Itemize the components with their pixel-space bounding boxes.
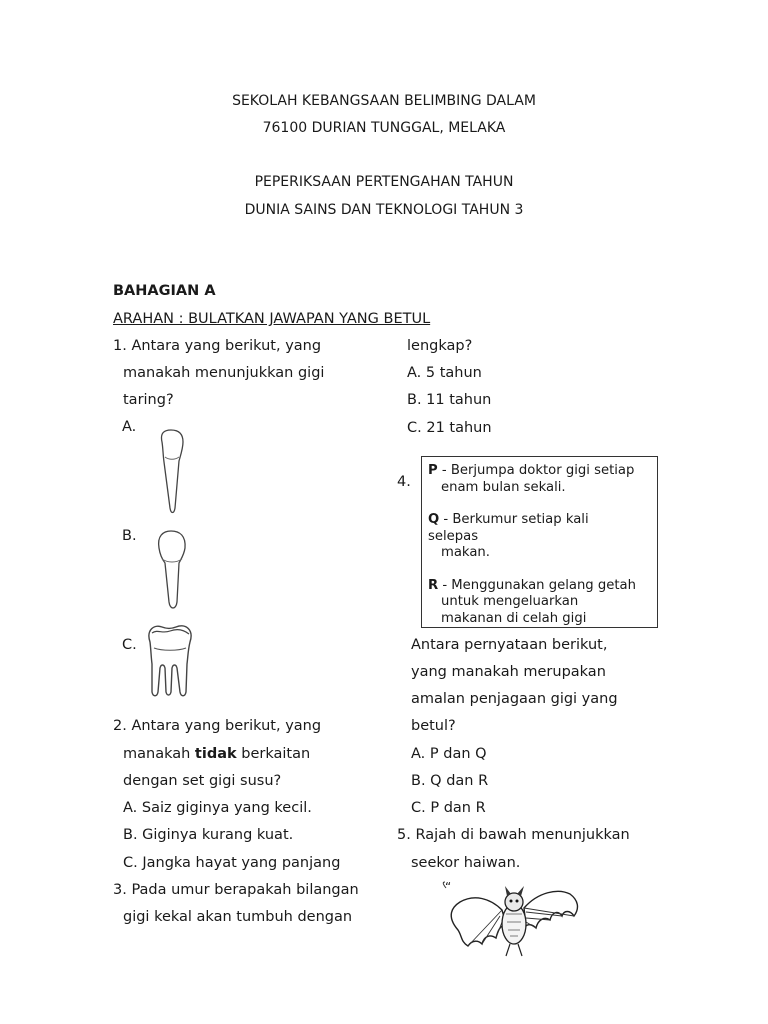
q2-line3: dengan set gigi susu? xyxy=(123,773,282,789)
q5-line2: seekor haiwan. xyxy=(411,855,521,871)
q1-option-b[interactable]: B. xyxy=(122,528,137,544)
bat-ear-marks: “ xyxy=(445,880,452,894)
q3-line2: gigi kekal akan tumbuh dengan xyxy=(123,909,353,925)
exam-title: PEPERIKSAAN PERTENGAHAN TAHUN xyxy=(254,174,514,190)
q2-line2-post: berkaitan xyxy=(236,746,311,762)
q2-line1: 2. Antara yang berikut, yang xyxy=(113,718,322,734)
q4-statement-box xyxy=(421,456,658,628)
section-instruction: ARAHAN : BULATKAN JAWAPAN YANG BETUL xyxy=(113,311,431,327)
q3-line3: lengkap? xyxy=(407,338,473,354)
q2-line2-pre: manakah xyxy=(123,746,195,762)
q1-line3: taring? xyxy=(123,392,174,408)
q3-option-c[interactable]: C. 21 tahun xyxy=(407,420,492,436)
q3-line1: 3. Pada umur berapakah bilangan xyxy=(113,882,359,898)
canine-tooth-icon xyxy=(150,428,195,516)
school-address: 76100 DURIAN TUNGGAL, MELAKA xyxy=(262,120,506,136)
subject-title: DUNIA SAINS DAN TEKNOLOGI TAHUN 3 xyxy=(244,202,524,218)
q4-statement-p xyxy=(428,463,657,496)
q4-stem2: yang manakah merupakan xyxy=(411,664,606,680)
q4-stem1: Antara pernyataan berikut, xyxy=(411,637,608,653)
q4-statement-r xyxy=(428,578,657,628)
bat-icon xyxy=(440,880,585,970)
section-title: BAHAGIAN A xyxy=(113,283,216,299)
q1-option-c[interactable]: C. xyxy=(122,637,137,653)
q4-q-text1: - Berkumur setiap kali xyxy=(439,512,589,527)
q4-label-p: P xyxy=(428,463,438,478)
q4-p-text1: - Berjumpa doktor gigi setiap xyxy=(437,463,635,478)
q1-option-a[interactable]: A. xyxy=(122,419,137,435)
q4-label-r: R xyxy=(428,577,439,593)
q3-option-a[interactable]: A. 5 tahun xyxy=(407,365,482,381)
q1-line2: manakah menunjukkan gigi xyxy=(123,365,325,381)
q4-q-text2: selepas xyxy=(428,528,479,544)
q4-number: 4. xyxy=(397,474,411,490)
q2-line2-emphasis: tidak xyxy=(194,746,237,762)
q4-r-text2: untuk mengeluarkan xyxy=(441,594,579,609)
q4-stem4: betul? xyxy=(411,718,456,734)
incisor-tooth-icon xyxy=(150,528,195,613)
q2-option-b[interactable]: B. Giginya kurang kuat. xyxy=(123,827,294,843)
q4-r-text3: makanan di celah gigi xyxy=(441,610,587,626)
q2-option-c[interactable]: C. Jangka hayat yang panjang xyxy=(123,855,341,871)
q4-stem3: amalan penjagaan gigi yang xyxy=(411,691,618,707)
molar-tooth-icon xyxy=(140,620,200,700)
q4-option-b[interactable]: B. Q dan R xyxy=(411,773,489,789)
q4-statement-q xyxy=(428,512,657,562)
q4-option-a[interactable]: A. P dan Q xyxy=(411,746,487,762)
q5-line1: 5. Rajah di bawah menunjukkan xyxy=(397,827,630,843)
q2-option-a[interactable]: A. Saiz giginya yang kecil. xyxy=(123,800,312,816)
q2-line2 xyxy=(123,746,310,762)
q4-option-c[interactable]: C. P dan R xyxy=(411,800,486,816)
q1-line1: 1. Antara yang berikut, yang xyxy=(113,338,322,354)
q4-p-text2: enam bulan sekali. xyxy=(441,479,566,495)
q4-r-text1: - Menggunakan gelang getah xyxy=(438,577,636,593)
q4-q-text3: makan. xyxy=(441,545,490,560)
school-name: SEKOLAH KEBANGSAAN BELIMBING DALAM xyxy=(232,93,536,109)
q3-option-b[interactable]: B. 11 tahun xyxy=(407,392,492,408)
q4-label-q: Q xyxy=(428,512,440,527)
